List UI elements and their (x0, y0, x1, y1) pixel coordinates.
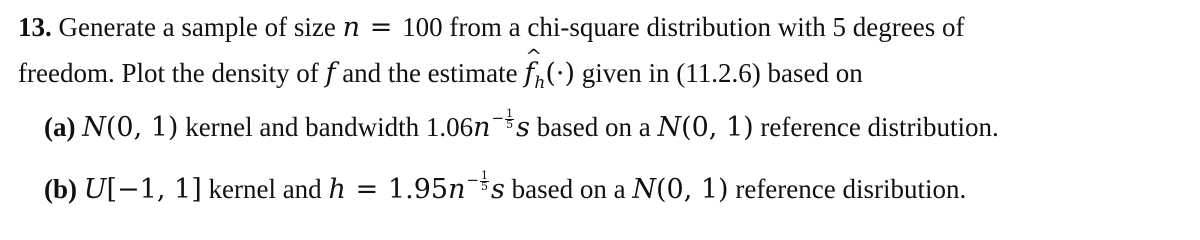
normal-args: (0, 1) (656, 174, 729, 205)
equals-sign: = (355, 174, 379, 205)
density-estimate (524, 44, 575, 93)
f-hat-letter: f (524, 58, 535, 89)
normal-args: (0, 1) (105, 112, 179, 143)
line1-text-2: 100 from a chi-square distribution with 5 degrees of (402, 12, 965, 42)
exponent (492, 101, 515, 135)
part-b-text-1: kernel and (208, 174, 322, 204)
part-a-text-1: kernel and bandwidth 1.06 (185, 112, 474, 142)
uniform-symbol: U (83, 174, 107, 205)
part-b-bandwidth (387, 168, 505, 205)
fraction-numerator: 1 (506, 106, 514, 120)
part-b-text-4: reference disribution. (735, 174, 967, 204)
minus-sign: − (491, 109, 505, 127)
n-variable: n (448, 174, 466, 205)
f-variable: f (325, 58, 336, 89)
h-variable: h (328, 174, 346, 205)
bandwidth-constant: 1.95 (387, 174, 449, 205)
normal-symbol: N (632, 174, 656, 205)
normal-args: (0, 1) (681, 112, 754, 143)
line2-text-1: freedom. Plot the density of (18, 58, 319, 88)
line1-text-1: Generate a sample of size (58, 12, 336, 42)
normal-symbol: N (82, 112, 106, 143)
fraction-denominator: 5 (506, 117, 514, 131)
estimate-argument: (·) (545, 58, 575, 89)
fraction-numerator: 1 (481, 168, 489, 182)
part-a-reference (657, 112, 753, 143)
part-b-label: (b) (44, 174, 77, 204)
problem-line-1 (18, 10, 964, 45)
fraction (505, 106, 514, 131)
h-subscript: h (534, 73, 546, 93)
line2-text-2: and the estimate (342, 58, 518, 88)
part-a-kernel (82, 112, 178, 143)
n-variable: n (342, 12, 360, 43)
minus-sign: − (466, 171, 480, 189)
part-b-kernel (84, 174, 202, 205)
part-a-text-3: reference distribution. (760, 112, 999, 142)
problem-number: 13. (18, 12, 52, 42)
part-a (44, 106, 999, 148)
part-b (44, 168, 967, 210)
s-variable: s (491, 174, 505, 205)
part-a-power (473, 106, 530, 143)
normal-symbol: N (657, 112, 682, 143)
n-variable: n (473, 112, 491, 143)
part-b-reference (632, 174, 728, 205)
part-a-text-2: based on a (536, 112, 651, 142)
s-variable: s (516, 112, 530, 143)
part-b-text-3: based on a (511, 174, 626, 204)
f-hat (524, 44, 543, 91)
fraction (480, 168, 489, 193)
equals-sign: = (369, 12, 393, 43)
uniform-args: [−1, 1] (106, 174, 202, 205)
fraction-denominator: 5 (481, 179, 489, 193)
problem-line-2 (18, 44, 863, 94)
part-a-label: (a) (44, 112, 76, 142)
exponent (466, 163, 489, 197)
hat-accent: ^ (525, 44, 543, 68)
line2-text-3: given in (11.2.6) based on (581, 58, 863, 88)
